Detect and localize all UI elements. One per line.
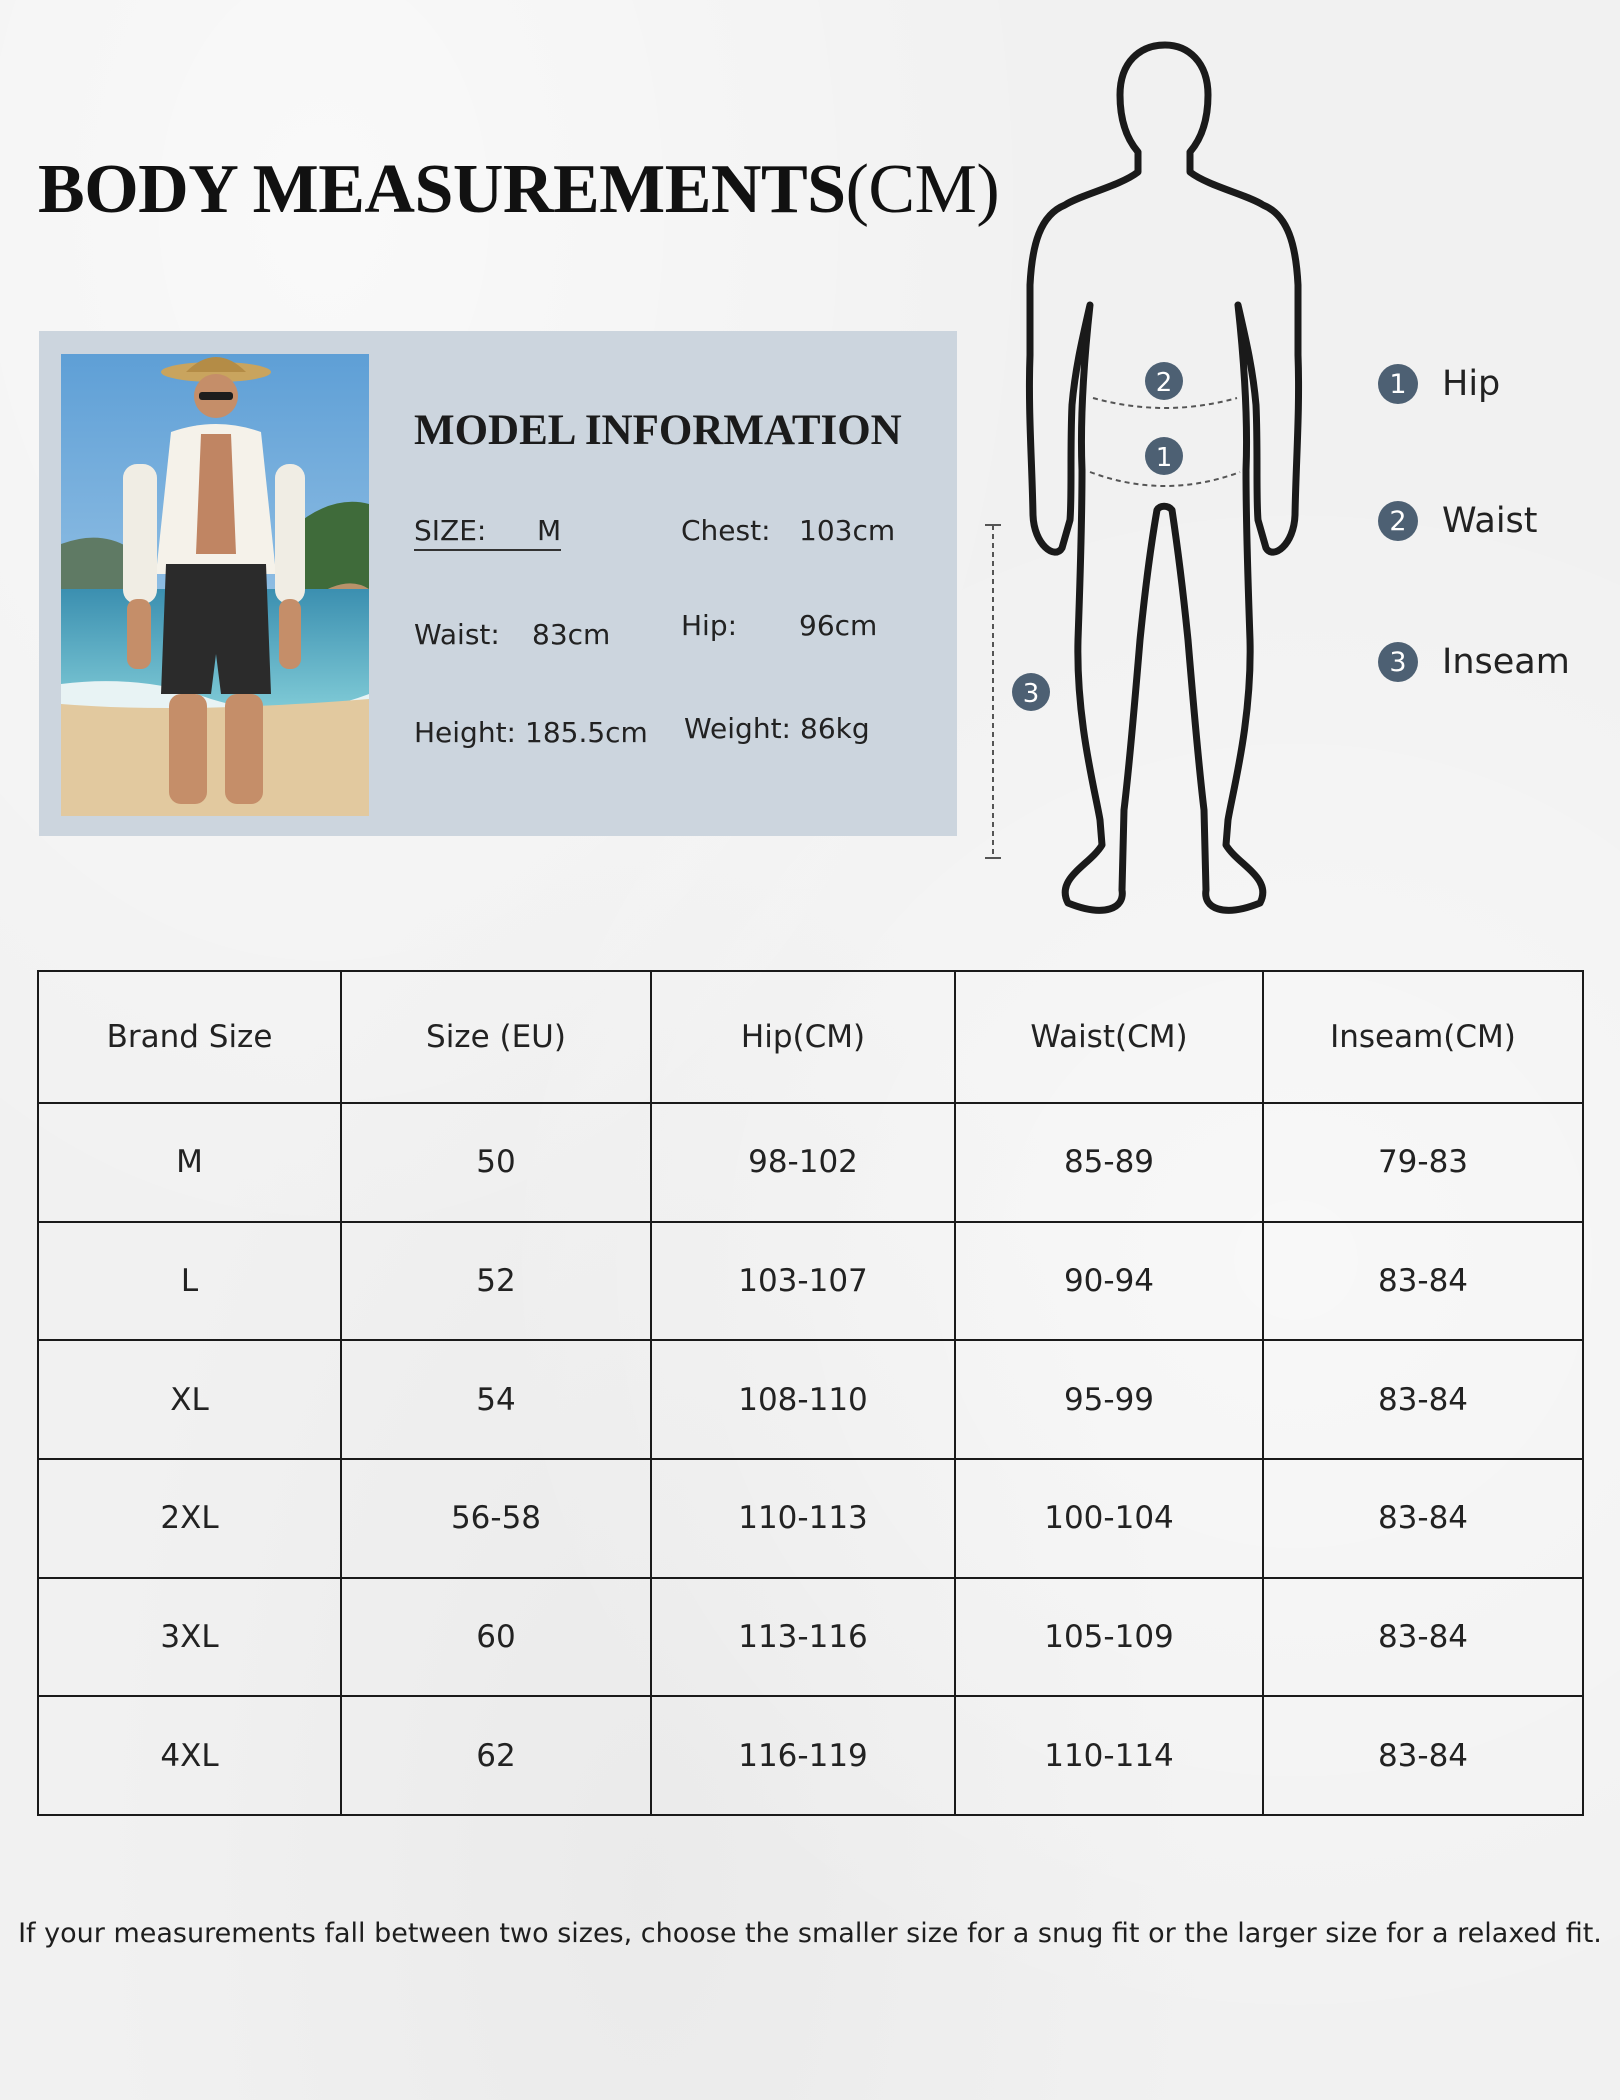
model-size-value: M: [537, 514, 562, 547]
header-brand-size: Brand Size: [38, 971, 341, 1103]
cell-waist: 90-94: [955, 1222, 1263, 1341]
model-height-label: Height:: [414, 716, 516, 749]
model-chest: [681, 514, 895, 547]
title-unit: (CM): [845, 151, 1000, 228]
cell-waist: 85-89: [955, 1103, 1263, 1222]
legend-inseam-label: Inseam: [1442, 642, 1570, 682]
model-weight: [684, 712, 870, 745]
model-waist-value: 83cm: [532, 618, 611, 651]
cell-size-eu: 54: [341, 1340, 651, 1459]
cell-hip: 110-113: [651, 1459, 955, 1578]
model-size: [414, 514, 561, 551]
cell-size-eu: 56-58: [341, 1459, 651, 1578]
model-hip-value: 96cm: [799, 609, 878, 642]
legend-waist: [1378, 501, 1538, 541]
legend-waist-label: Waist: [1442, 501, 1538, 541]
cell-size-eu: 50: [341, 1103, 651, 1222]
cell-hip: 103-107: [651, 1222, 955, 1341]
cell-brand-size: L: [38, 1222, 341, 1341]
model-height-value: 185.5cm: [525, 716, 648, 749]
cell-hip: 116-119: [651, 1696, 955, 1815]
header-waist: Waist(CM): [955, 971, 1263, 1103]
table-row: [38, 1103, 1583, 1222]
model-hip: [681, 609, 877, 642]
table-row: [38, 1222, 1583, 1341]
legend-inseam-number: 3: [1378, 642, 1418, 682]
cell-hip: 113-116: [651, 1578, 955, 1697]
body-silhouette: [1029, 45, 1298, 910]
cell-inseam: 83-84: [1263, 1696, 1583, 1815]
model-height: [414, 716, 648, 749]
model-waist-label: Waist:: [414, 618, 500, 651]
model-info-heading: MODEL INFORMATION: [414, 407, 902, 454]
cell-brand-size: 2XL: [38, 1459, 341, 1578]
marker-inseam-number: 3: [1022, 679, 1040, 709]
cell-inseam: 79-83: [1263, 1103, 1583, 1222]
model-waist: [414, 618, 610, 651]
table-row: [38, 1340, 1583, 1459]
legend-inseam: [1378, 642, 1570, 682]
model-weight-label: Weight:: [684, 712, 791, 745]
cell-size-eu: 62: [341, 1696, 651, 1815]
cell-hip: 108-110: [651, 1340, 955, 1459]
body-outline-diagram: [970, 30, 1620, 930]
legend-hip-label: Hip: [1442, 364, 1501, 404]
cell-inseam: 83-84: [1263, 1459, 1583, 1578]
cell-inseam: 83-84: [1263, 1340, 1583, 1459]
cell-inseam: 83-84: [1263, 1222, 1583, 1341]
cell-inseam: 83-84: [1263, 1578, 1583, 1697]
cell-waist: 95-99: [955, 1340, 1263, 1459]
model-hip-label: Hip:: [681, 609, 738, 642]
table-header-row: [38, 971, 1583, 1103]
header-size-eu: Size (EU): [341, 971, 651, 1103]
model-weight-value: 86kg: [800, 712, 870, 745]
table-row: [38, 1459, 1583, 1578]
marker-waist-number: 2: [1155, 368, 1173, 398]
table-row: [38, 1578, 1583, 1697]
legend-waist-number: 2: [1378, 501, 1418, 541]
marker-hip-number: 1: [1155, 443, 1173, 473]
cell-brand-size: 3XL: [38, 1578, 341, 1697]
title-main: BODY MEASUREMENTS: [38, 151, 846, 228]
size-chart-table: [37, 970, 1584, 1816]
cell-size-eu: 52: [341, 1222, 651, 1341]
model-size-label: SIZE:: [414, 514, 487, 547]
model-chest-value: 103cm: [799, 514, 896, 547]
sizing-advice-note: If your measurements fall between two sizes, choose the smaller size for a snug fit or the larger size for a relaxed fit.: [18, 1918, 1602, 1949]
cell-size-eu: 60: [341, 1578, 651, 1697]
model-chest-label: Chest:: [681, 514, 771, 547]
cell-hip: 98-102: [651, 1103, 955, 1222]
model-info-panel: [39, 331, 957, 836]
header-inseam: Inseam(CM): [1263, 971, 1583, 1103]
table-row: [38, 1696, 1583, 1815]
cell-brand-size: XL: [38, 1340, 341, 1459]
cell-waist: 110-114: [955, 1696, 1263, 1815]
cell-waist: 105-109: [955, 1578, 1263, 1697]
legend-hip: [1378, 364, 1500, 404]
cell-brand-size: M: [38, 1103, 341, 1222]
cell-waist: 100-104: [955, 1459, 1263, 1578]
header-hip: Hip(CM): [651, 971, 955, 1103]
cell-brand-size: 4XL: [38, 1696, 341, 1815]
page-title: [38, 150, 999, 230]
model-photo: [61, 354, 369, 816]
legend-hip-number: 1: [1378, 364, 1418, 404]
